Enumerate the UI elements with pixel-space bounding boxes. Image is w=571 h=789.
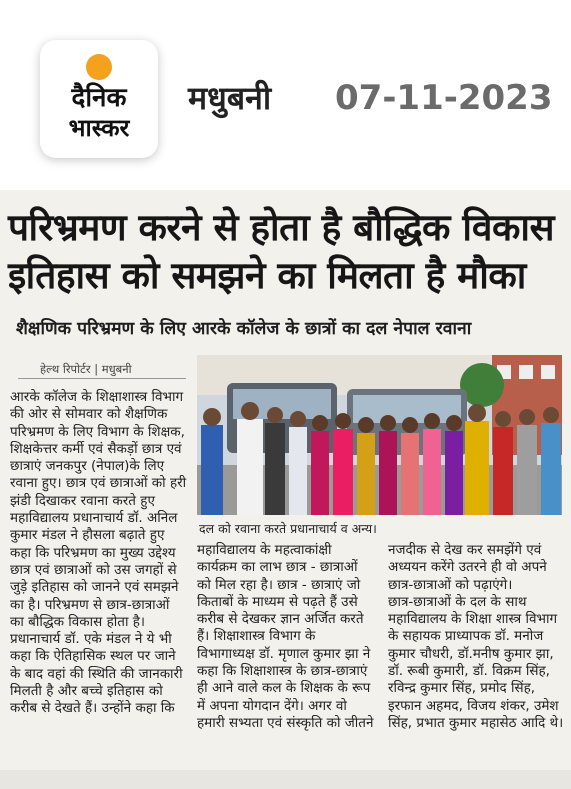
article-line: हमारी सभ्यता एवं संस्कृति को जीतने [197, 714, 374, 731]
article-line: डॉ. रूबी कुमारी, डॉ. विक्रम सिंह, [388, 663, 550, 680]
article-line: के बाद वहां की स्थिति की जानकारी [10, 665, 183, 682]
article-line: जुड़े इतिहास को जानने एवं समझने [10, 579, 179, 596]
edition-date: 07-11-2023 [335, 78, 553, 118]
photo-caption: दल को रवाना करते प्रधानाचार्य व अन्य। [199, 521, 377, 536]
article-line: करीब से देखते हैं। उन्होंने कहा कि [10, 700, 175, 717]
article-line: कुमार चौधरी, डॉ.मनीष कुमार झा, [388, 645, 554, 662]
next-article-strip [0, 770, 571, 789]
article-line: के सहायक प्राध्यापक डॉ. मनोज [388, 628, 544, 645]
article-line: को मिल रहा है। छात्र - छात्राएं जो [197, 576, 361, 593]
article-line: कार्यक्रम का लाभ छात्र - छात्राओं [197, 559, 358, 576]
news-clipping [0, 190, 571, 789]
sun-icon [86, 54, 112, 80]
article-line: इरफान अहमद, विजय शंकर, उमेश [388, 697, 559, 714]
headline [8, 204, 568, 300]
headline-line-1: परिभ्रमण करने से होता है बौद्धिक विकास [8, 206, 554, 249]
article-line: अध्ययन करेंगे उतरने ही वो अपने [388, 559, 547, 576]
byline: हेल्थ रिपोर्टर | मधुबनी [40, 362, 132, 376]
article-line: का है। परिभ्रमण से छात्र-छात्राओं [10, 596, 170, 613]
article-line: छात्र-छात्राओं के दल के साथ [388, 593, 527, 610]
article-line: परिभ्रमण के लिए विभाग के शिक्षक, [10, 423, 185, 440]
article-line: छात्र एवं छात्राओं को उस जगहों से [10, 561, 177, 578]
subheadline: शैक्षणिक परिभ्रमण के लिए आरके कॉलेज के छात्रों का दल नेपाल रवाना [16, 319, 472, 339]
dainik-bhaskar-logo[interactable] [40, 40, 158, 158]
article-line: कहा कि परिभ्रमण का मुख्य उद्देश्य [10, 544, 176, 561]
article-line: रविन्द्र कुमार सिंह, प्रमोद सिंह, [388, 680, 536, 697]
article-line: विभागाध्यक्ष डॉ. मृणाल कुमार झा ने [197, 645, 371, 662]
article-line: महाविद्यालय के शिक्षा शास्त्र विभाग [388, 611, 558, 628]
article-line: हैं। शिक्षाशास्त्र विभाग के [197, 628, 316, 645]
article-line: छात्राएं जनकपुर (नेपाल)के लिए [10, 458, 165, 475]
article-line: रवाना हुए। छात्र एवं छात्राओं को हरी [10, 475, 187, 492]
article-line: का बौद्धिक विकास होता है। [10, 613, 146, 630]
article-line: कहा कि शिक्षाशास्त्र के छात्र-छात्राएं [197, 663, 368, 680]
edition-city: मधुबनी [188, 79, 272, 117]
article-line: छात्र-छात्राओं को पढ़ाएंगे। [388, 576, 513, 593]
article-column-3 [388, 542, 568, 732]
article-line: शिक्षकेत्तर कर्मी एवं सैकड़ों छात्र एवं [10, 440, 182, 457]
article-line: ही आने वाले कल के शिक्षक के रूप [197, 680, 371, 697]
logo-text-line1: दैनिक [71, 83, 127, 113]
article-line: मिलती है और बच्चे इतिहास को [10, 683, 163, 700]
article-line: झंडी दिखाकर रवाना करते हुए [10, 492, 155, 509]
headline-line-2: इतिहास को समझने का मिलता है मौका [8, 254, 526, 297]
logo-text-line2: भास्कर [68, 114, 130, 142]
article-line: महाविद्यालय प्रधानाचार्य डॉ. अनिल [10, 510, 178, 527]
article-line: नजदीक से देख कर समझेंगे एवं [388, 542, 542, 558]
article-column-2 [197, 542, 377, 732]
article-line: सिंह, प्रभात कुमार महासेठ आदि थे। [388, 714, 564, 731]
article-column-1 [10, 389, 188, 718]
article-line: कुमार मंडल ने हौसला बढ़ाते हुए [10, 527, 165, 544]
article-line: करीब से देखकर ज्ञान अर्जित करते [197, 611, 364, 628]
article-line: प्रधानाचार्य डॉ. एके मंडल ने ये भी [10, 631, 172, 648]
page-header [0, 0, 571, 185]
article-line: महाविद्यालय के महत्वाकांक्षी [197, 542, 332, 558]
article-line: किताबों के माध्यम से पढ़ते हैं उसे [197, 593, 358, 610]
byline-rule [18, 378, 186, 379]
news-photo [197, 355, 562, 515]
article-line: की ओर से सोमवार को शैक्षणिक [10, 406, 168, 423]
article-line: में अपना योगदान देंगे। अगर वो [197, 697, 347, 714]
article-line: आरके कॉलेज के शिक्षाशास्त्र विभाग [10, 389, 184, 405]
article-line: कहा कि ऐतिहासिक स्थल पर जाने [10, 648, 176, 665]
